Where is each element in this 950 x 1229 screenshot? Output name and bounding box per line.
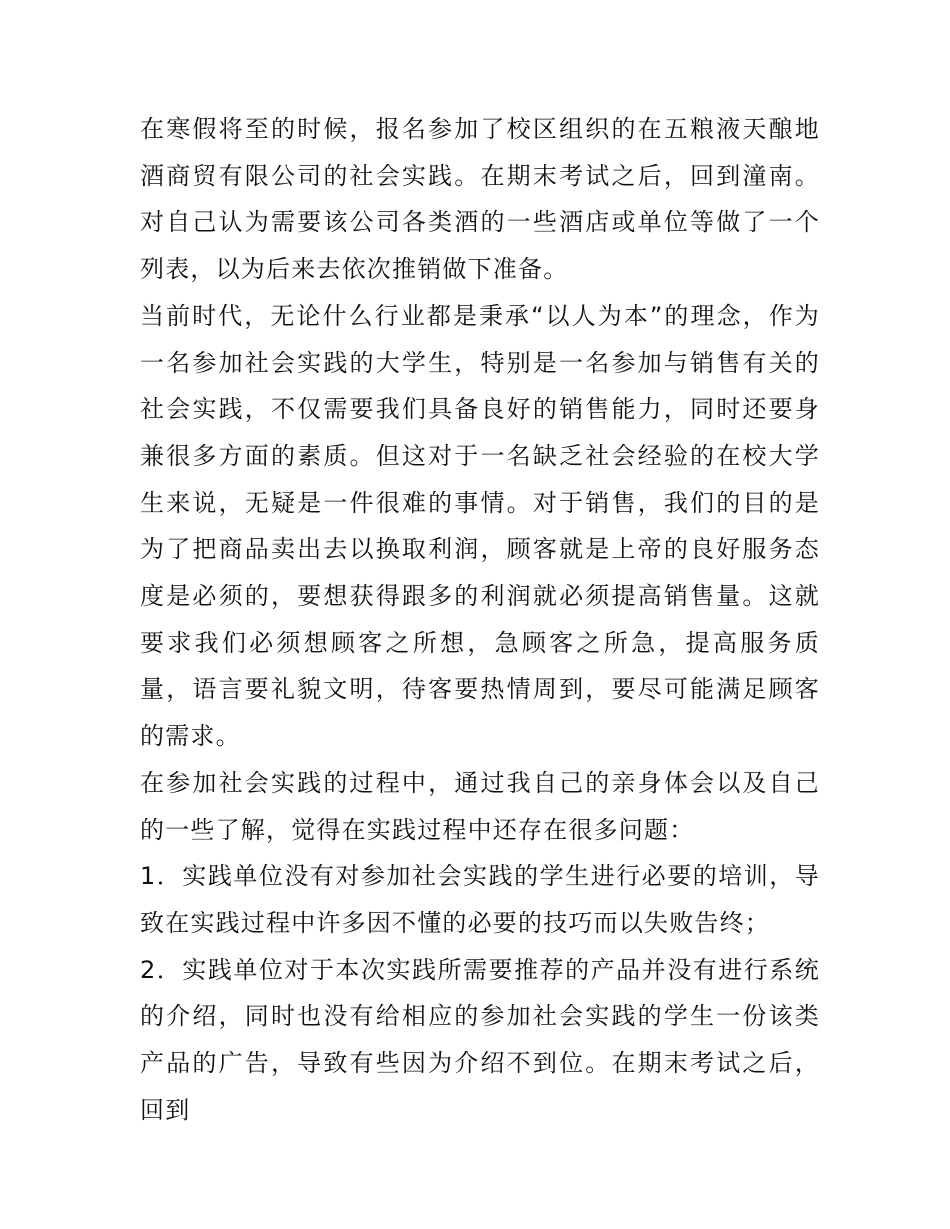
list-item-problem-1: 1．实践单位没有对参加社会实践的学生进行必要的培训，导致在实践过程中许多因不懂的必要的技巧而以失败告终； xyxy=(140,862,820,937)
paragraph-intro: 在寒假将至的时候，报名参加了校区组织的在五粮液天酿地酒商贸有限公司的社会实践。在期末考试之后，回到潼南。对自己认为需要该公司各类酒的一些酒店或单位等做了一个列表，以为后来去依次推销做下准备。 xyxy=(140,115,820,284)
paragraph-problems-intro: 在参加社会实践的过程中，通过我自己的亲身体会以及自己的一些了解，觉得在实践过程中还存在很多问题： xyxy=(140,768,820,844)
paragraph-people-oriented: 当前时代，无论什么行业都是秉承“以人为本”的理念，作为一名参加社会实践的大学生，特别是一名参加与销售有关的社会实践，不仅需要我们具备良好的销售能力，同时还要身兼很多方面的素质。但这对于一名缺乏社会经验的在校大学生来说，无疑是一件很难的事情。对于销售，我们的目的是为了把商品卖出去以换取利润，顾客就是上帝的良好服务态度是必须的，要想获得跟多的利润就必须提高销售量。这就要求我们必须想顾客之所想，急顾客之所急，提高服务质量，语言要礼貌文明，待客要热情周到，要尽可能满足顾客的需求。 xyxy=(140,301,820,751)
list-item-problem-2: 2．实践单位对于本次实践所需要推荐的产品并没有进行系统的介绍，同时也没有给相应的参加社会实践的学生一份该类产品的广告，导致有些因为介绍不到位。在期末考试之后，回到 xyxy=(140,955,820,1124)
document-body xyxy=(140,106,820,1133)
